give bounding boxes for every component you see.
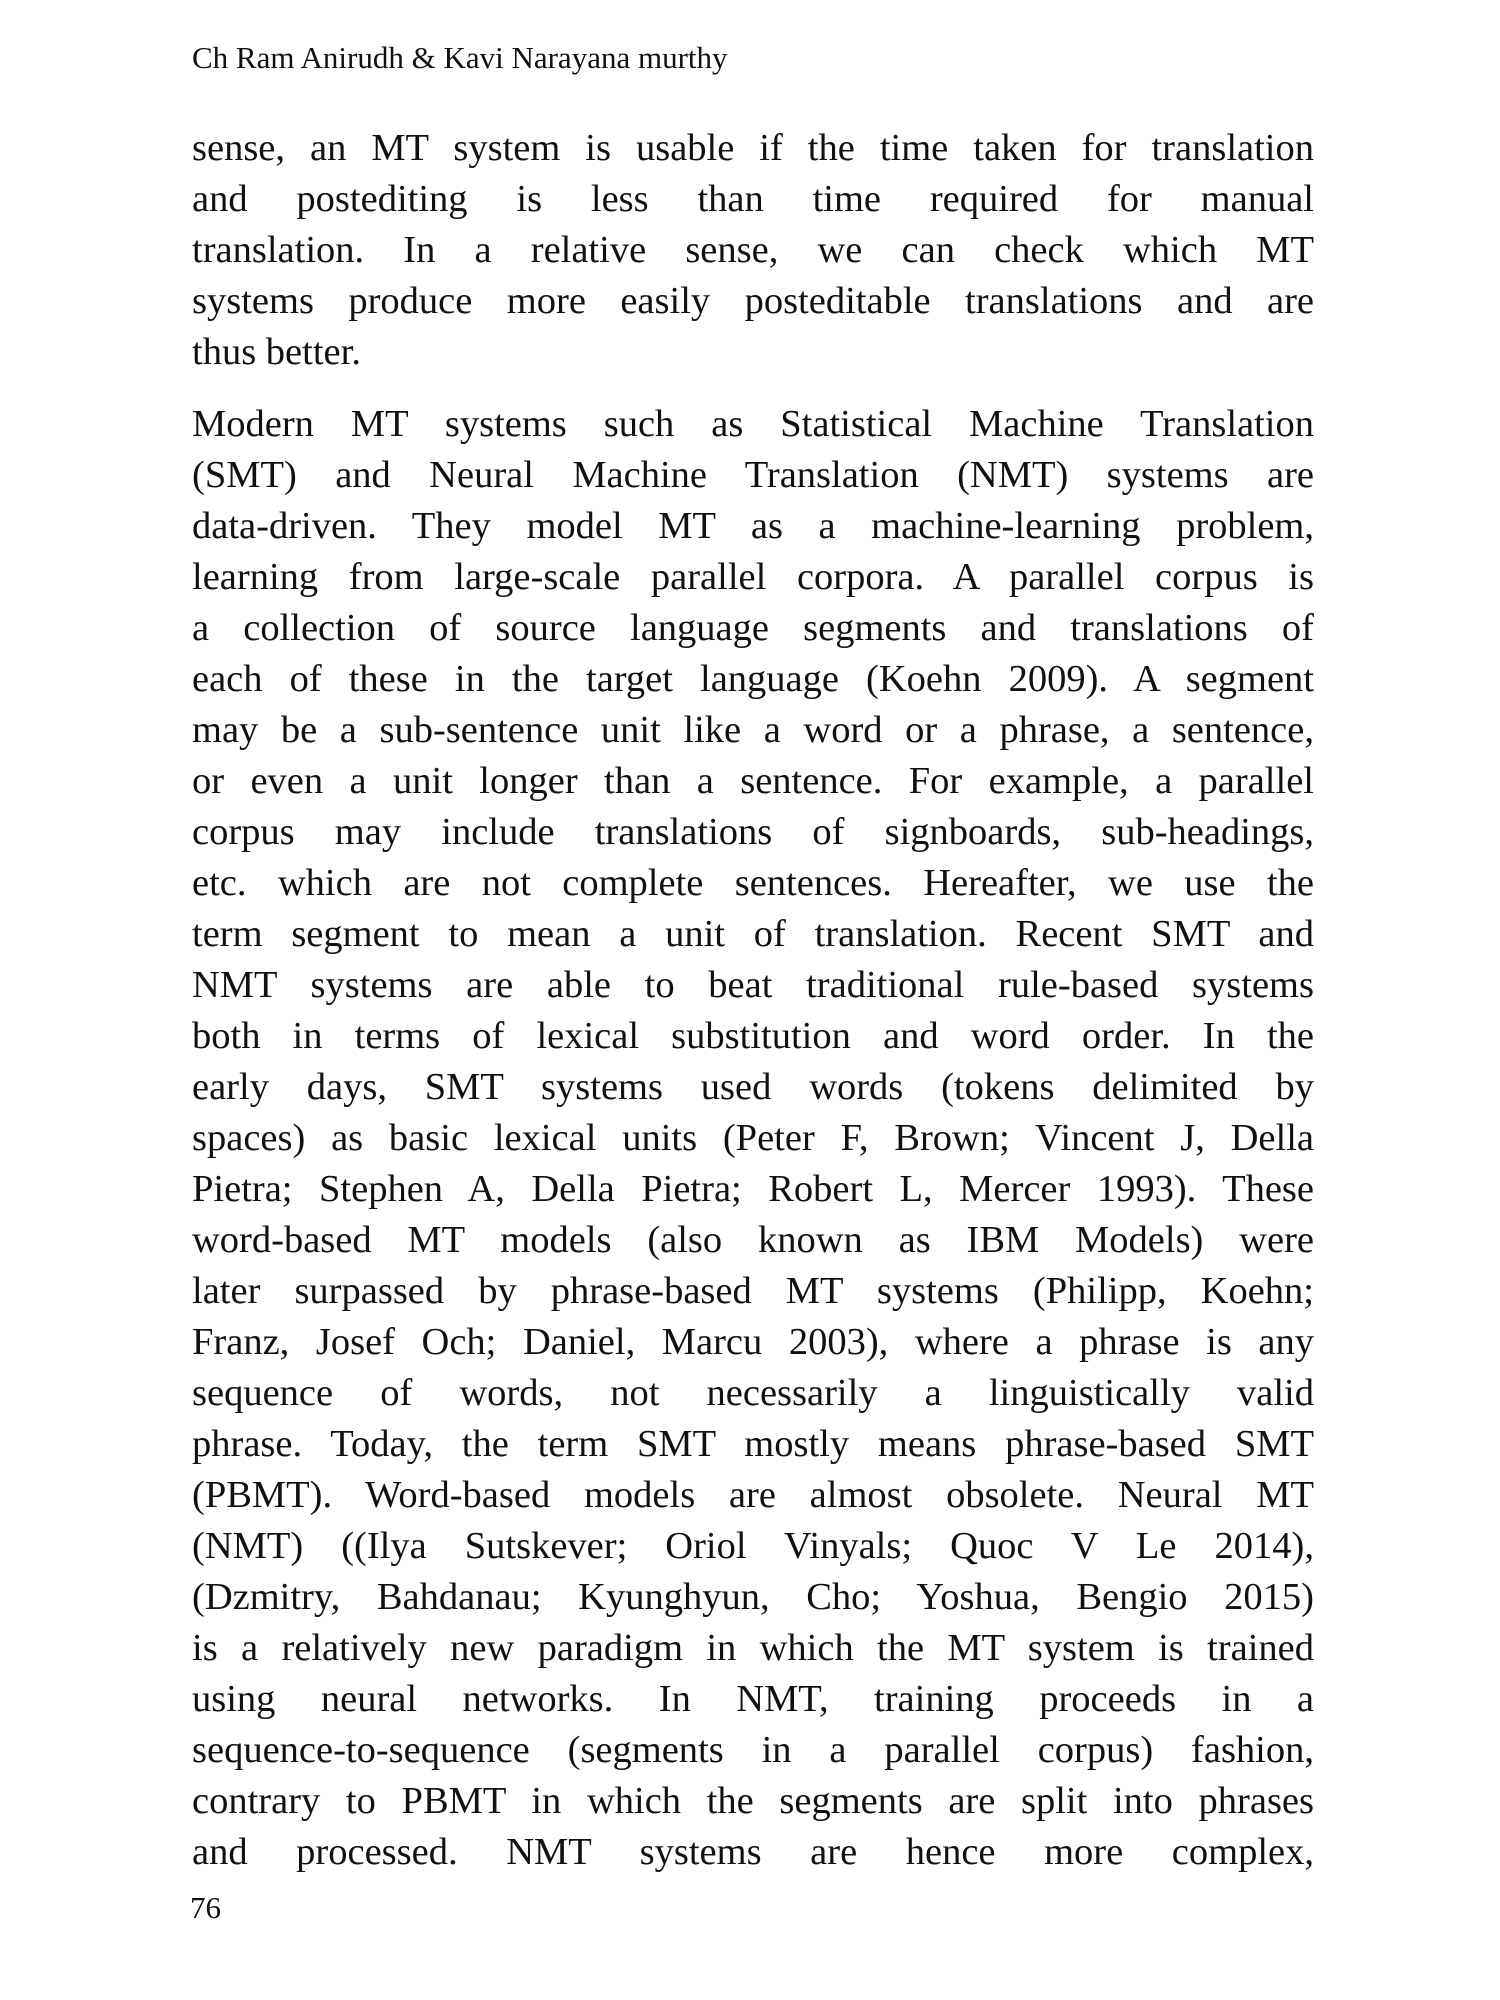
- text-line: translation. In a relative sense, we can check which MT: [192, 229, 1314, 271]
- text-line: systems produce more easily posteditable translations and are: [192, 280, 1314, 322]
- text-line: is a relatively new paradigm in which the MT system is trained: [192, 1627, 1314, 1669]
- text-line: (Dzmitry, Bahdanau; Kyunghyun, Cho; Yoshua, Bengio 2015): [192, 1576, 1314, 1618]
- text-line: corpus may include translations of signboards, sub-headings,: [192, 811, 1314, 853]
- text-line: sense, an MT system is usable if the time taken for translation: [192, 127, 1314, 169]
- text-line: both in terms of lexical substitution and word order. In the: [192, 1015, 1314, 1057]
- running-head: Ch Ram Anirudh & Kavi Narayana murthy: [192, 40, 728, 75]
- page-number: 76: [190, 1890, 221, 1925]
- text-line: (SMT) and Neural Machine Translation (NMT) systems are: [192, 454, 1314, 496]
- text-line: (NMT) ((Ilya Sutskever; Oriol Vinyals; Quoc V Le 2014),: [192, 1525, 1314, 1567]
- text-line: sequence of words, not necessarily a linguistically valid: [192, 1372, 1314, 1414]
- text-line: data-driven. They model MT as a machine-learning problem,: [192, 505, 1314, 547]
- text-line: spaces) as basic lexical units (Peter F, Brown; Vincent J, Della: [192, 1117, 1314, 1159]
- text-line: may be a sub-sentence unit like a word or a phrase, a sentence,: [192, 709, 1314, 751]
- text-line: Franz, Josef Och; Daniel, Marcu 2003), where a phrase is any: [192, 1321, 1314, 1363]
- text-line: word-based MT models (also known as IBM Models) were: [192, 1219, 1314, 1261]
- text-line: learning from large-scale parallel corpora. A parallel corpus is: [192, 556, 1314, 598]
- text-line: sequence-to-sequence (segments in a parallel corpus) fashion,: [192, 1729, 1314, 1771]
- text-line: using neural networks. In NMT, training proceeds in a: [192, 1678, 1314, 1720]
- text-line: phrase. Today, the term SMT mostly means phrase-based SMT: [192, 1423, 1314, 1465]
- text-line: Modern MT systems such as Statistical Machine Translation: [192, 403, 1314, 445]
- body-text: [192, 123, 1314, 1878]
- text-line: early days, SMT systems used words (tokens delimited by: [192, 1066, 1314, 1108]
- text-line: thus better.: [192, 331, 361, 373]
- text-line: a collection of source language segments and translations of: [192, 607, 1314, 649]
- text-line: term segment to mean a unit of translation. Recent SMT and: [192, 913, 1314, 955]
- paragraph-2: [192, 399, 1314, 1878]
- text-line: and postediting is less than time required for manual: [192, 178, 1314, 220]
- text-line: etc. which are not complete sentences. Hereafter, we use the: [192, 862, 1314, 904]
- text-line: Pietra; Stephen A, Della Pietra; Robert L, Mercer 1993). These: [192, 1168, 1314, 1210]
- text-line: or even a unit longer than a sentence. For example, a parallel: [192, 760, 1314, 802]
- text-line: and processed. NMT systems are hence more complex,: [192, 1831, 1314, 1873]
- paragraph-1: [192, 123, 1314, 378]
- text-line: (PBMT). Word-based models are almost obsolete. Neural MT: [192, 1474, 1314, 1516]
- text-line: NMT systems are able to beat traditional rule-based systems: [192, 964, 1314, 1006]
- text-line: later surpassed by phrase-based MT systems (Philipp, Koehn;: [192, 1270, 1314, 1312]
- text-line: each of these in the target language (Koehn 2009). A segment: [192, 658, 1314, 700]
- text-line: contrary to PBMT in which the segments are split into phrases: [192, 1780, 1314, 1822]
